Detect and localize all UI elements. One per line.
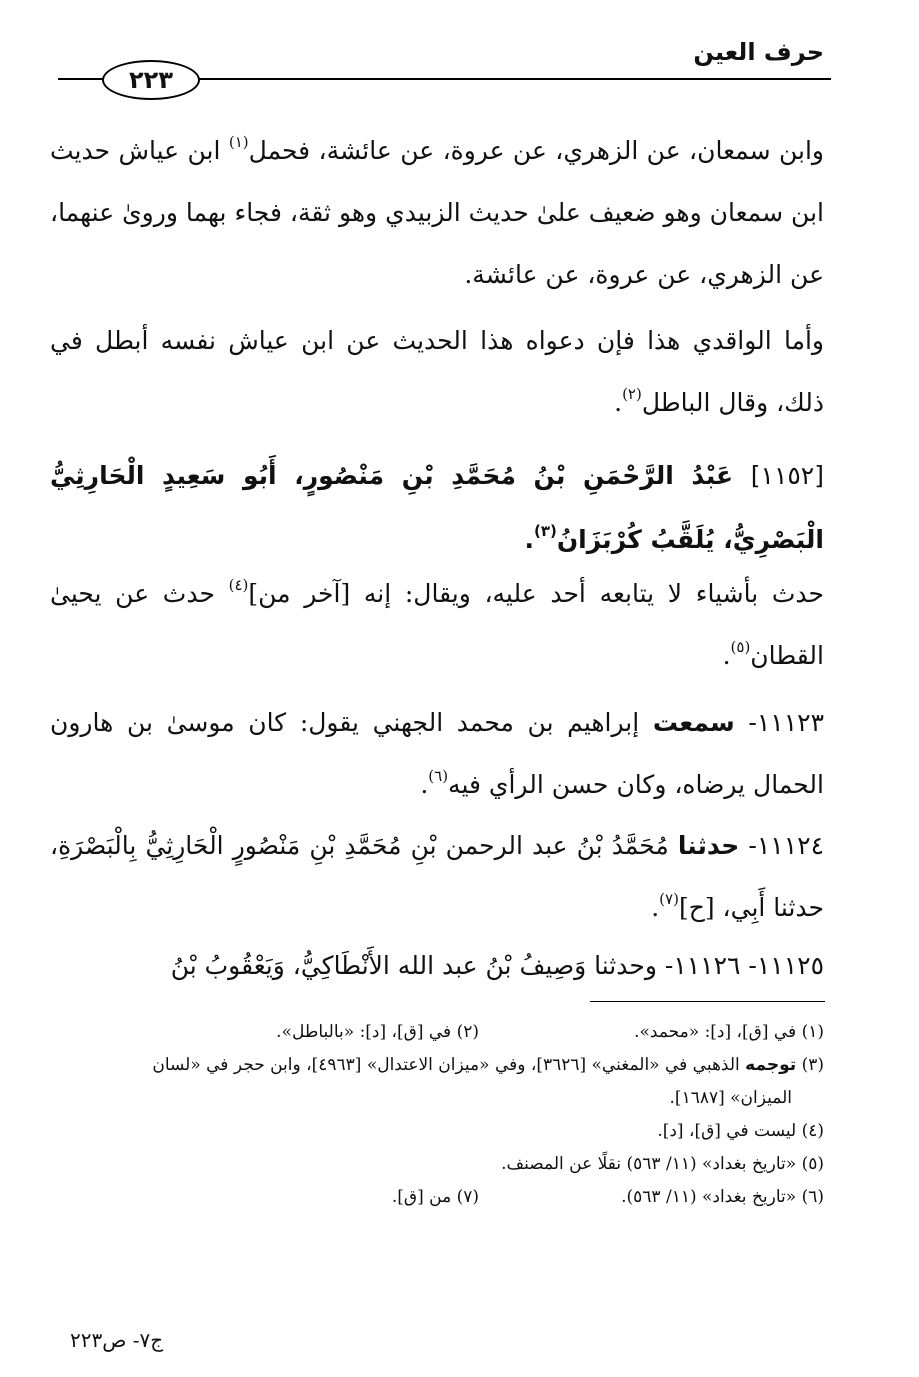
entry-description-end: .	[722, 641, 731, 670]
paragraph-2-text-b: .	[614, 388, 623, 417]
paragraph-2-text-a: وأما الواقدي هذا فإن دعواه هذا الحديث عن ابن عياش نفسه أبطل في ذلك، وقال الباطل	[50, 326, 824, 417]
narration-end: .	[651, 893, 660, 922]
narration-lead-word: سمعت	[652, 708, 735, 737]
footnote-3	[60, 1049, 824, 1082]
narration-11124	[50, 815, 824, 939]
paragraph-2	[50, 310, 824, 434]
running-title: حرف العين	[693, 38, 824, 66]
footnote-ref-6: (٦)	[428, 767, 449, 785]
narration-11123	[50, 692, 824, 816]
narration-text: وحدثنا وَصِيفُ بْنُ عبد الله الأَنْطَاكِيُّ، وَيَعْقُوبُ بْنُ	[170, 951, 657, 980]
footnote-1: (١) في [ق]، [د]: «محمد».	[634, 1022, 824, 1042]
footnote-3-continued: الميزان» [١٦٨٧].	[669, 1088, 792, 1108]
entry-description-text-a: حدث بأشياء لا يتابعه أحد عليه، ويقال: إنه [آخر من]	[248, 579, 824, 608]
footnote-3-text: الذهبي في «المغني» [٣٦٢٦]، وفي «ميزان الاعتدال» [٤٩٦٣]، وابن حجر في «لسان	[152, 1055, 746, 1075]
footnote-ref-4: (٤)	[228, 576, 249, 594]
page-number-badge	[102, 60, 200, 100]
entry-name: عَبْدُ الرَّحْمَنِ بْنُ مُحَمَّدِ بْنِ مَنْصُورٍ، أَبُو سَعِيدٍ الْحَارِثِيُّ الْبَصْرِيُّ، يُلَقَّبُ كُرْبَزَانُ	[50, 461, 824, 554]
footnote-row-1-2	[60, 1016, 824, 1049]
footnote-row-6-7	[60, 1181, 824, 1214]
volume-page-reference: ج٧- ص٢٢٣	[70, 1328, 164, 1352]
footnote-7: (٧) من [ق].	[391, 1187, 479, 1207]
paragraph-1-text-a: وابن سمعان، عن الزهري، عن عروة، عن عائشة، فحمل	[248, 136, 824, 165]
biography-entry-heading	[50, 444, 824, 572]
footnotes	[60, 1016, 824, 1214]
paragraph-1	[50, 120, 824, 306]
page-number: ٢٢٣	[129, 66, 173, 94]
narration-text: إبراهيم بن محمد الجهني يقول: كان موسىٰ بن هارون الحمال يرضاه، وكان حسن الرأي فيه	[50, 708, 824, 799]
narration-number: ١١١٢٤-	[739, 831, 824, 860]
narration-text: مُحَمَّدُ بْنُ عبد الرحمن بْنِ مُحَمَّدِ بْنِ مَنْصُورٍ الْحَارِثِيُّ بِالْبَصْرَةِ، حدثنا أَبِي، [ح]	[50, 831, 824, 922]
footnote-2: (٢) في [ق]، [د]: «بالباطل».	[276, 1022, 479, 1042]
narration-number: ١١١٢٥- ١١١٢٦-	[656, 951, 824, 980]
narration-11125	[50, 935, 824, 997]
footnote-ref-1: (١)	[228, 133, 249, 151]
footnote-5: (٥) «تاريخ بغداد» (١١/ ٥٦٣) نقلًا عن المصنف.	[501, 1154, 824, 1174]
footnote-6: (٦) «تاريخ بغداد» (١١/ ٥٦٣).	[621, 1187, 824, 1207]
paragraph-1-text-b: ابن عياش حديث ابن سمعان وهو ضعيف علىٰ حديث الزبيدي وهو ثقة، فجاء بهما وروىٰ عنهما، عن الزهري، عن عروة، عن عائشة.	[50, 136, 824, 289]
entry-description-text-b: حدث عن يحيىٰ القطان	[50, 579, 824, 670]
footnote-separator	[590, 1001, 825, 1002]
narration-end: .	[420, 770, 429, 799]
footnote-ref-5: (٥)	[730, 638, 751, 656]
footnote-3-bold: توجمه	[745, 1055, 797, 1075]
footnote-4: (٤) ليست في [ق]، [د].	[657, 1121, 824, 1141]
entry-description	[50, 563, 824, 687]
narration-lead-word: حدثنا	[677, 831, 740, 860]
entry-heading-end: .	[524, 525, 534, 554]
footnote-ref-7: (٧)	[659, 890, 679, 908]
entry-number: [١١٥٢]	[750, 461, 824, 490]
footnote-ref-3: (٣)	[533, 522, 557, 540]
footnote-ref-2: (٢)	[622, 385, 642, 403]
footnote-3-label: (٣)	[796, 1055, 824, 1075]
narration-number: ١١١٢٣-	[734, 708, 824, 737]
